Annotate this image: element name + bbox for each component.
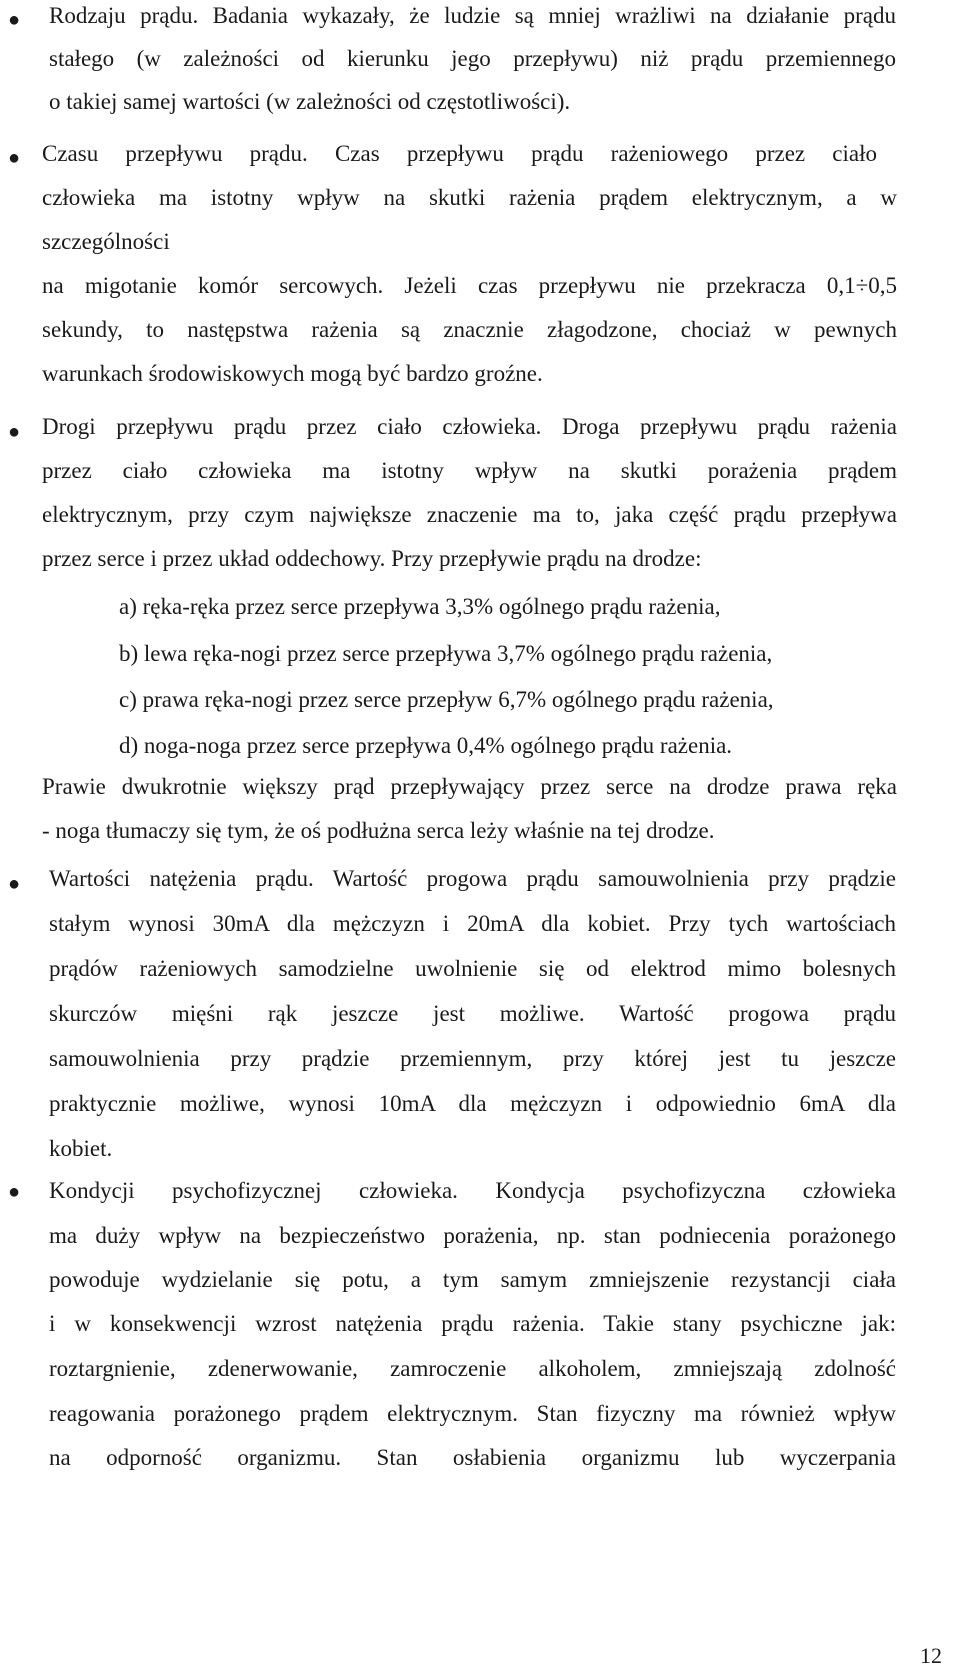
list-item: c) prawa ręka-nogi przez serce przepływ 6,7% ogólnego prądu rażenia,: [119, 687, 774, 712]
text-line: reagowania porażonego prądem elektrycznym. Stan fizyczny ma również wpływ: [49, 1401, 896, 1426]
page-number: 12: [920, 1643, 942, 1668]
list-item: b) lewa ręka-nogi przez serce przepływa 3,7% ogólnego prądu rażenia,: [119, 641, 773, 666]
text-line: ma duży wpływ na bezpieczeństwo porażenia, np. stan podniecenia porażonego: [49, 1223, 896, 1248]
list-item: a) ręka-ręka przez serce przepływa 3,3% ogólnego prądu rażenia,: [119, 594, 721, 619]
text-line: - noga tłumaczy się tym, że oś podłużna serca leży właśnie na tej drodze.: [42, 818, 715, 843]
text-line: przez serce i przez układ oddechowy. Przy przepływie prądu na drodze:: [42, 546, 702, 571]
text-line: na migotanie komór sercowych. Jeżeli czas przepływu nie przekracza 0,1÷0,5: [42, 273, 897, 298]
text-line: stałym wynosi 30mA dla mężczyzn i 20mA dla kobiet. Przy tych wartościach: [49, 911, 896, 936]
text-line: na odporność organizmu. Stan osłabienia organizmu lub wyczerpania: [49, 1445, 896, 1470]
text-line: prądów rażeniowych samodzielne uwolnienie się od elektrod mimo bolesnych: [49, 956, 896, 981]
text-line: o takiej samej wartości (w zależności od częstotliwości).: [49, 89, 571, 114]
text-line: Prawie dwukrotnie większy prąd przepływający przez serce na drodze prawa ręka: [42, 774, 897, 799]
text-line: skurczów mięśni rąk jeszcze jest możliwe. Wartość progowa prądu: [49, 1001, 896, 1026]
text-line: warunkach środowiskowych mogą być bardzo groźne.: [42, 361, 543, 386]
text-line: Rodzaju prądu. Badania wykazały, że ludzie są mniej wrażliwi na działanie prądu: [49, 3, 896, 28]
bullet-marker: ●: [8, 421, 21, 443]
text-line: praktycznie możliwe, wynosi 10mA dla mężczyzn i odpowiednio 6mA dla: [49, 1091, 896, 1116]
text-line: i w konsekwencji wzrost natężenia prądu rażenia. Takie stany psychiczne jak:: [49, 1311, 896, 1336]
text-line: przez ciało człowieka ma istotny wpływ na skutki porażenia prądem: [42, 458, 897, 483]
bullet-marker: ●: [8, 873, 21, 895]
text-line: powoduje wydzielanie się potu, a tym samym zmniejszenie rezystancji ciała: [49, 1267, 896, 1292]
bullet-marker: ●: [8, 1181, 21, 1203]
list-item: d) noga-noga przez serce przepływa 0,4% ogólnego prądu rażenia.: [119, 733, 733, 758]
text-line: szczególności: [42, 229, 170, 254]
text-line: Drogi przepływu prądu przez ciało człowieka. Droga przepływu prądu rażenia: [42, 414, 897, 439]
text-line: elektrycznym, przy czym największe znaczenie ma to, jaka część prądu przepływa: [42, 502, 897, 527]
text-line: sekundy, to następstwa rażenia są znacznie złagodzone, chociaż w pewnych: [42, 317, 897, 342]
text-line: stałego (w zależności od kierunku jego przepływu) niż prądu przemiennego: [49, 46, 896, 71]
bullet-marker: ●: [8, 147, 21, 169]
bullet-marker: ●: [8, 9, 21, 31]
text-line: Kondycji psychofizycznej człowieka. Kondycja psychofizyczna człowieka: [49, 1178, 896, 1203]
text-line: Wartości natężenia prądu. Wartość progowa prądu samouwolnienia przy prądzie: [49, 866, 896, 891]
text-line: samouwolnienia przy prądzie przemiennym, przy której jest tu jeszcze: [49, 1046, 896, 1071]
text-line: roztargnienie, zdenerwowanie, zamroczenie alkoholem, zmniejszają zdolność: [49, 1356, 896, 1381]
text-line: Czasu przepływu prądu. Czas przepływu prądu rażeniowego przez ciało: [42, 141, 877, 166]
text-line: kobiet.: [49, 1136, 113, 1161]
text-line: człowieka ma istotny wpływ na skutki rażenia prądem elektrycznym, a w: [42, 185, 897, 210]
